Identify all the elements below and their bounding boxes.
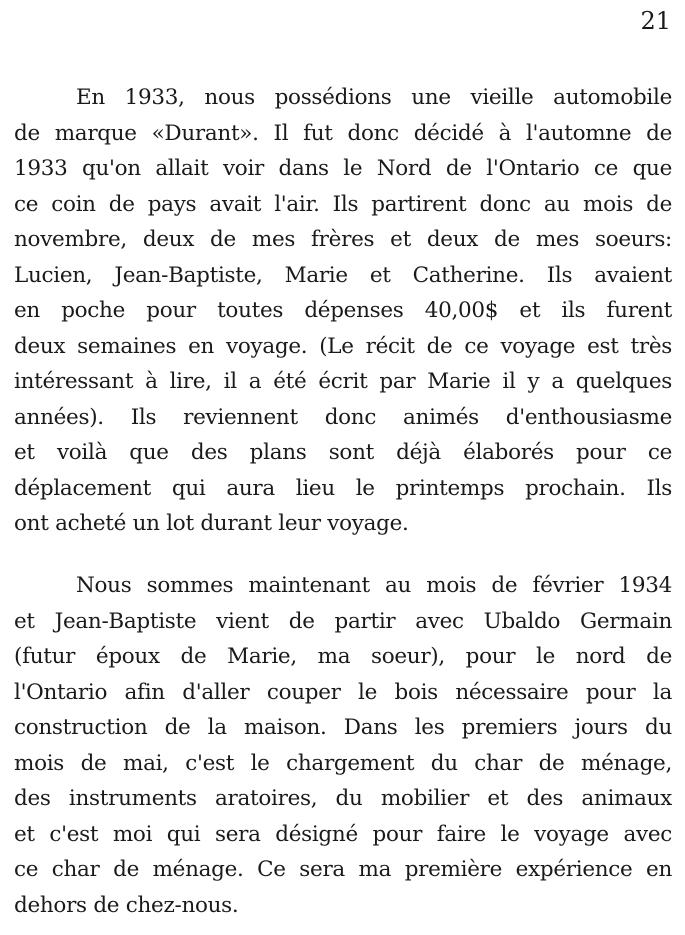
paragraph-line: en poche pour toutes dépenses 40,00$ et ils furent — [14, 298, 672, 323]
paragraph-line: (futur époux de Marie, ma soeur), pour le nord de — [14, 644, 672, 669]
page-number: 21 — [640, 7, 671, 35]
paragraph-line: années). Ils reviennent donc animés d'enthousiasme — [14, 404, 672, 430]
paragraph-line: ce char de ménage. Ce sera ma première expérience en — [14, 857, 672, 882]
paragraph-line: novembre, deux de mes frères et deux de mes soeurs: — [14, 227, 672, 252]
paragraph-line: dehors de chez-nous. — [14, 892, 239, 918]
paragraph-line: intéressant à lire, il a été écrit par Marie il y a quelques — [14, 369, 672, 394]
paragraph-line: ont acheté un lot durant leur voyage. — [14, 511, 409, 536]
paragraph-line: construction de la maison. Dans les premiers jours du — [14, 715, 672, 740]
paragraph-line: des instruments aratoires, du mobilier et des animaux — [14, 786, 672, 811]
paragraph-line: Nous sommes maintenant au mois de février 1934 — [76, 573, 672, 598]
paragraph-line: 1933 qu'on allait voir dans le Nord de l'Ontario ce que — [14, 156, 672, 181]
paragraph-line: et c'est moi qui sera désigné pour faire le voyage avec — [14, 821, 672, 847]
paragraph-line: ce coin de pays avait l'air. Ils partirent donc au mois de — [14, 191, 672, 217]
paragraph-1 — [14, 80, 672, 542]
paragraph-line: et voilà que des plans sont déjà élaborés pour ce — [14, 440, 672, 465]
paragraph-line: En 1933, nous possédions une vieille automobile — [76, 85, 672, 110]
paragraph-line: l'Ontario afin d'aller couper le bois nécessaire pour la — [14, 679, 672, 705]
paragraph-line: Lucien, Jean-Baptiste, Marie et Catherine. Ils avaient — [14, 262, 672, 288]
paragraph-line: deux semaines en voyage. (Le récit de ce voyage est très — [14, 333, 672, 359]
paragraph-line: de marque «Durant». Il fut donc décidé à l'automne de — [14, 120, 672, 146]
paragraph-line: mois de mai, c'est le chargement du char de ménage, — [14, 750, 672, 776]
paragraph-line: et Jean-Baptiste vient de partir avec Ubaldo Germain — [14, 608, 672, 634]
paragraph-line: déplacement qui aura lieu le printemps prochain. Ils — [14, 475, 672, 501]
paragraph-2 — [14, 568, 672, 923]
